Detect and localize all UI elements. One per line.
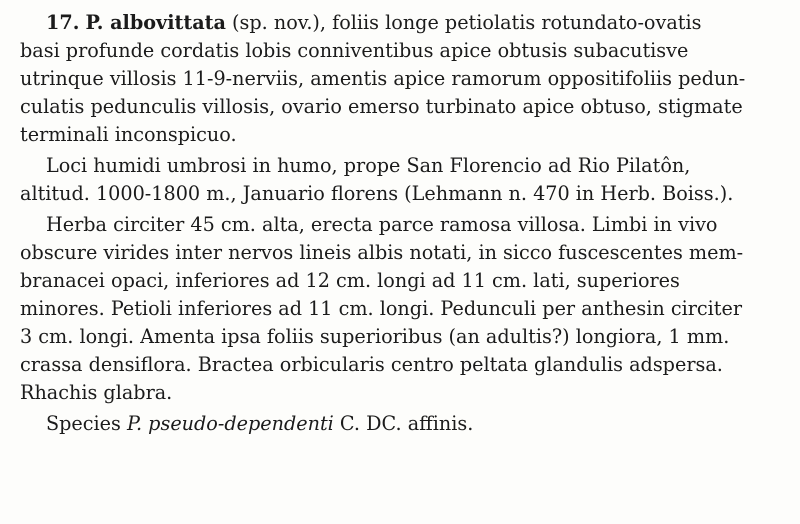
affinity-prefix: Species (46, 412, 127, 435)
description-line-4: minores. Petioli inferiores ad 11 cm. longi. Pedunculi per anthesin circiter (20, 297, 743, 320)
entry-line-1 (46, 13, 701, 32)
description-line-1: Herba circiter 45 cm. alta, erecta parce ramosa villosa. Limbi in vivo (46, 213, 718, 236)
description-line-7: Rhachis glabra. (20, 381, 173, 404)
entry-line-2: basi profunde cordatis lobis conniventibus apice obtusis subacutisve (20, 39, 689, 62)
description-line-6: crassa densiflora. Bractea orbicularis centro peltata glandulis adspersa. (20, 353, 723, 376)
description-line-5: 3 cm. longi. Amenta ipsa foliis superioribus (an adultis?) longiora, 1 mm. (20, 325, 730, 348)
affinity-species: P. pseudo-dependenti (126, 412, 334, 435)
affinity-line (46, 414, 473, 433)
entry-line-4: culatis pedunculis villosis, ovario emerso turbinato apice obtuso, stigmate (20, 95, 743, 118)
entry-number: 17. (46, 11, 80, 34)
description-line-2: obscure virides inter nervos lineis albis notati, in sicco fuscescentes mem- (20, 241, 744, 264)
description-line-3: branacei opaci, inferiores ad 12 cm. longi ad 11 cm. lati, superiores (20, 269, 680, 292)
species-name: P. albovittata (85, 11, 226, 34)
locality-line-2: altitud. 1000-1800 m., Januario florens (Lehmann n. 470 in Herb. Boiss.). (20, 182, 734, 205)
affinity-suffix: C. DC. affinis. (333, 412, 474, 435)
entry-line-3: utrinque villosis 11-9-nerviis, amentis apice ramorum oppositifoliis pedun- (20, 67, 746, 90)
locality-line-1: Loci humidi umbrosi in humo, prope San Florencio ad Rio Pilatôn, (46, 154, 691, 177)
entry-line-5: terminali inconspicuo. (20, 123, 237, 146)
entry-line-1-text: (sp. nov.), foliis longe petiolatis rotundato-ovatis (225, 11, 702, 34)
